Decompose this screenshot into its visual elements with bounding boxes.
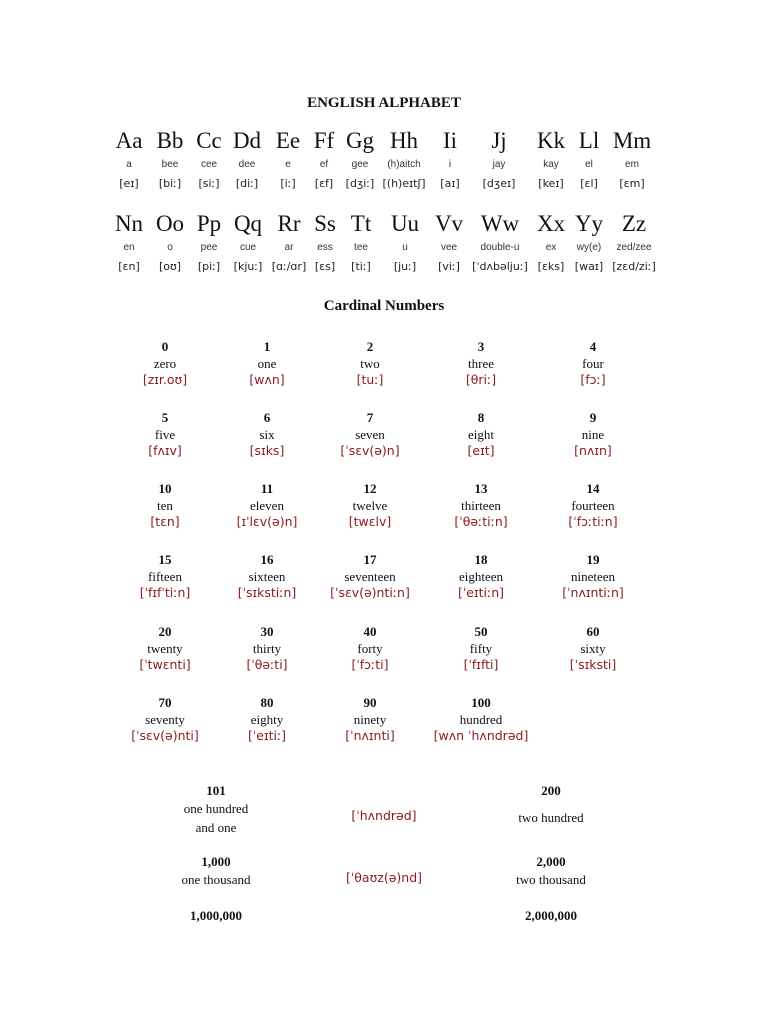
letter-ipa: [tiː] — [351, 260, 371, 273]
letter-ipa: [ɑː/ɑr] — [271, 260, 307, 273]
number-word: seven — [355, 427, 385, 442]
number-digit: 3 — [477, 339, 485, 354]
number-word: two thousand — [516, 872, 586, 887]
number-word: eighteen — [458, 569, 504, 584]
number-cell — [207, 339, 327, 388]
number-digit: 13 — [474, 481, 488, 496]
number-row-1 — [0, 339, 768, 399]
letter-ipa: [aɪ] — [440, 177, 460, 190]
letter-name: u — [402, 242, 408, 253]
number-word: eighty — [250, 712, 284, 727]
number-ipa: [tuː] — [356, 372, 384, 387]
letter-ipa: [ˈdʌbəljuː] — [472, 260, 528, 273]
letter: Zz — [621, 211, 647, 236]
number-word: one — [257, 356, 277, 371]
letter: Cc — [196, 128, 222, 153]
number-cell — [421, 624, 541, 673]
letter: Uu — [390, 211, 420, 236]
number-digit: 2,000,000 — [525, 908, 577, 923]
letter: Rr — [277, 211, 301, 236]
number-word: sixty — [580, 641, 606, 656]
number-cell — [207, 410, 327, 459]
number-word: and one — [195, 820, 237, 835]
number-ipa: [ˈθəːtiːn] — [454, 514, 508, 529]
letter-name: el — [585, 159, 593, 170]
number-word: eleven — [250, 498, 284, 513]
number-cell — [310, 624, 430, 673]
number-ipa: [ˈsɪkstiːn] — [237, 585, 297, 600]
number-digit: 2 — [366, 339, 374, 354]
letter-name: gee — [351, 159, 369, 170]
number-digit: 0 — [161, 339, 169, 354]
number-200 — [451, 782, 651, 827]
number-row-3 — [0, 481, 768, 541]
letter: Tt — [350, 211, 372, 236]
number-word: ten — [157, 498, 173, 513]
letter-ipa: [keɪ] — [538, 177, 564, 190]
letter-name: em — [625, 159, 639, 170]
number-cell — [207, 695, 327, 744]
number-word: six — [259, 427, 275, 442]
number-row-6 — [0, 695, 768, 755]
number-digit: 11 — [260, 481, 274, 496]
letter-cell-z — [604, 211, 664, 274]
letter: Hh — [389, 128, 419, 153]
number-ipa: [sɪks] — [249, 443, 285, 458]
number-word: thirteen — [461, 498, 501, 513]
number-row-2 — [0, 410, 768, 470]
letter-cell-j — [469, 128, 529, 191]
letter-name: double-u — [480, 242, 520, 253]
letter-name: en — [123, 242, 135, 253]
number-ipa: [wʌn ˈhʌndrəd] — [433, 728, 529, 743]
number-word: nine — [581, 427, 605, 442]
letter-ipa: [piː] — [197, 260, 221, 273]
number-word: thirty — [252, 641, 282, 656]
letter: Xx — [536, 211, 566, 236]
number-ipa: [ˈsɛv(ə)nti] — [131, 728, 199, 743]
hundred-ipa: [ˈhʌndrəd] — [351, 808, 417, 823]
letter-name: ef — [319, 159, 329, 170]
number-ipa: [ˈnʌɪntiːn] — [562, 585, 624, 600]
letter-name: zed/zee — [616, 242, 652, 253]
letter: Ii — [442, 128, 458, 153]
number-digit: 40 — [363, 624, 377, 639]
thousand-ipa: [ˈθaʊz(ə)nd] — [345, 870, 423, 885]
number-ipa: [ˈfɔːtiːn] — [568, 514, 618, 529]
letter: Mm — [612, 128, 652, 153]
number-word: seventeen — [344, 569, 396, 584]
letter-name: bee — [161, 159, 179, 170]
number-digit: 4 — [589, 339, 597, 354]
number-ipa: [ˈsɪksti] — [569, 657, 617, 672]
letter-ipa: [siː] — [198, 177, 220, 190]
letter-name: a — [126, 159, 132, 170]
letter-name: pee — [200, 242, 218, 253]
letter: Nn — [114, 211, 144, 236]
number-word: fifteen — [148, 569, 182, 584]
letter-ipa: [juː] — [393, 260, 417, 273]
letter-name: ar — [284, 242, 294, 253]
number-cell — [533, 339, 653, 388]
number-word: one hundred — [183, 801, 249, 816]
letter-name: (h)aitch — [387, 159, 421, 170]
number-cell — [310, 481, 430, 530]
letter: Ss — [314, 211, 336, 236]
number-digit: 200 — [541, 783, 561, 798]
number-ipa: [ˈsɛv(ə)ntiːn] — [330, 585, 410, 600]
letter-name: cee — [200, 159, 218, 170]
number-cell — [533, 552, 653, 601]
number-ipa: [twɛlv] — [348, 514, 392, 529]
number-ipa: [tɛn] — [150, 514, 180, 529]
number-cell — [207, 481, 327, 530]
letter: Oo — [155, 211, 185, 236]
number-digit: 7 — [366, 410, 374, 425]
number-word: three — [468, 356, 494, 371]
letter: Pp — [196, 211, 222, 236]
number-cell — [533, 481, 653, 530]
letter-ipa: [dʒiː] — [345, 177, 375, 190]
number-cell — [533, 410, 653, 459]
number-digit: 1,000,000 — [190, 908, 242, 923]
number-1000000 — [116, 907, 316, 924]
number-ipa: [ˈeɪtiː] — [247, 728, 287, 743]
letter-ipa: [(h)eɪtʃ] — [382, 177, 426, 190]
number-cell — [310, 552, 430, 601]
letter: Aa — [115, 128, 143, 153]
letter-ipa: [ɛf] — [314, 177, 334, 190]
letter: Yy — [574, 211, 604, 236]
number-word: sixteen — [248, 569, 286, 584]
number-word: four — [582, 356, 604, 371]
letter: Dd — [232, 128, 262, 153]
number-digit: 2,000 — [536, 854, 566, 869]
letter-name: e — [285, 159, 291, 170]
number-ipa: [ˈsɛv(ə)n] — [340, 443, 400, 458]
number-word: twenty — [147, 641, 183, 656]
number-digit: 9 — [589, 410, 597, 425]
number-ipa: [ɪˈlɛv(ə)n] — [236, 514, 298, 529]
number-digit: 70 — [158, 695, 172, 710]
number-digit: 100 — [471, 695, 491, 710]
number-row-5 — [0, 624, 768, 684]
number-digit: 60 — [586, 624, 600, 639]
letter-ipa: [waɪ] — [574, 260, 604, 273]
letter: Bb — [156, 128, 184, 153]
number-cell — [421, 339, 541, 388]
number-digit: 18 — [474, 552, 488, 567]
letter: Jj — [491, 128, 507, 153]
cardinal-numbers-title: Cardinal Numbers — [323, 298, 445, 314]
letter: Ll — [578, 128, 600, 153]
number-ipa: [ˈtwɛnti] — [139, 657, 191, 672]
number-digit: 12 — [363, 481, 377, 496]
number-digit: 10 — [158, 481, 172, 496]
number-word: fifty — [469, 641, 493, 656]
letter-ipa: [dʒeɪ] — [482, 177, 516, 190]
number-ipa: [wʌn] — [249, 372, 285, 387]
number-digit: 80 — [260, 695, 274, 710]
number-ipa: [zɪr.oʊ] — [142, 372, 188, 387]
letter-name: cue — [239, 242, 257, 253]
number-digit: 16 — [260, 552, 274, 567]
number-word: hundred — [459, 712, 503, 727]
number-ipa: [ˈeɪtiːn] — [457, 585, 505, 600]
letter-name: vee — [440, 242, 458, 253]
number-word: ninety — [353, 712, 387, 727]
letter-name: dee — [238, 159, 256, 170]
number-digit: 19 — [586, 552, 600, 567]
number-ipa: [ˈfɔːti] — [351, 657, 389, 672]
number-cell — [421, 552, 541, 601]
letter: Ww — [480, 211, 520, 236]
number-ipa: [ˈfɪfˈtiːn] — [139, 585, 191, 600]
letter-ipa: [kjuː] — [233, 260, 263, 273]
letter-ipa: [ɛl] — [580, 177, 598, 190]
number-ipa: [fɔː] — [580, 372, 606, 387]
number-word: zero — [153, 356, 177, 371]
number-word: nineteen — [570, 569, 616, 584]
letter-ipa: [iː] — [280, 177, 296, 190]
number-digit: 1,000 — [201, 854, 231, 869]
number-row-4 — [0, 552, 768, 612]
letter-ipa: [ɛks] — [537, 260, 565, 273]
letter-name: wy(e) — [576, 242, 602, 253]
letter: Gg — [345, 128, 375, 153]
number-cell — [421, 481, 541, 530]
number-word: two — [360, 356, 380, 371]
number-word: one thousand — [181, 872, 251, 887]
letter-cell-m — [602, 128, 662, 191]
number-ipa: [fʌɪv] — [148, 443, 182, 458]
number-digit: 50 — [474, 624, 488, 639]
number-ipa: [ˈθəːti] — [246, 657, 288, 672]
number-digit: 8 — [477, 410, 485, 425]
letter: Ff — [313, 128, 335, 153]
number-digit: 15 — [158, 552, 172, 567]
letter-ipa: [ɛm] — [619, 177, 645, 190]
number-cell — [533, 624, 653, 673]
number-cell — [421, 695, 541, 744]
letter-ipa: [eɪ] — [119, 177, 139, 190]
number-word: eight — [468, 427, 494, 442]
number-word: five — [154, 427, 176, 442]
letter-ipa: [diː] — [235, 177, 259, 190]
letter-ipa: [viː] — [438, 260, 460, 273]
letter-name: kay — [543, 159, 559, 170]
letter-name: ex — [545, 242, 557, 253]
letter-name: ess — [317, 242, 333, 253]
number-cell — [310, 339, 430, 388]
number-2000000 — [451, 907, 651, 924]
number-cell — [421, 410, 541, 459]
number-digit: 17 — [363, 552, 377, 567]
letter-name: i — [448, 159, 452, 170]
letter: Ee — [275, 128, 301, 153]
number-word: two hundred — [518, 810, 584, 825]
letter-ipa: [biː] — [158, 177, 182, 190]
number-cell — [310, 695, 430, 744]
number-2000 — [451, 853, 651, 889]
number-word: twelve — [352, 498, 388, 513]
number-digit: 90 — [363, 695, 377, 710]
number-word: seventy — [145, 712, 185, 727]
number-digit: 20 — [158, 624, 172, 639]
number-digit: 5 — [161, 410, 169, 425]
number-ipa: [nʌɪn] — [574, 443, 612, 458]
number-digit: 1 — [263, 339, 271, 354]
letter-name: jay — [492, 159, 506, 170]
number-digit: 14 — [586, 481, 600, 496]
number-digit: 101 — [206, 783, 226, 798]
letter-name: tee — [354, 242, 368, 253]
number-ipa: [ˈfɪfti] — [463, 657, 499, 672]
letter: Vv — [434, 211, 464, 236]
number-ipa: [eɪt] — [467, 443, 495, 458]
number-cell — [207, 624, 327, 673]
number-cell — [207, 552, 327, 601]
letter-name: o — [167, 242, 173, 253]
letter-ipa: [ɛn] — [118, 260, 140, 273]
number-cell — [310, 410, 430, 459]
letter-ipa: [ɛs] — [314, 260, 336, 273]
letter: Qq — [233, 211, 263, 236]
number-ipa: [θriː] — [465, 372, 497, 387]
alphabet-title: ENGLISH ALPHABET — [307, 95, 461, 111]
letter-ipa: [oʊ] — [158, 260, 182, 273]
number-digit: 6 — [263, 410, 271, 425]
number-digit: 30 — [260, 624, 274, 639]
number-ipa: [ˈnʌɪnti] — [345, 728, 395, 743]
letter-ipa: [zɛd/ziː] — [612, 260, 656, 273]
number-word: forty — [357, 641, 383, 656]
letter: Kk — [536, 128, 566, 153]
number-word: fourteen — [571, 498, 615, 513]
